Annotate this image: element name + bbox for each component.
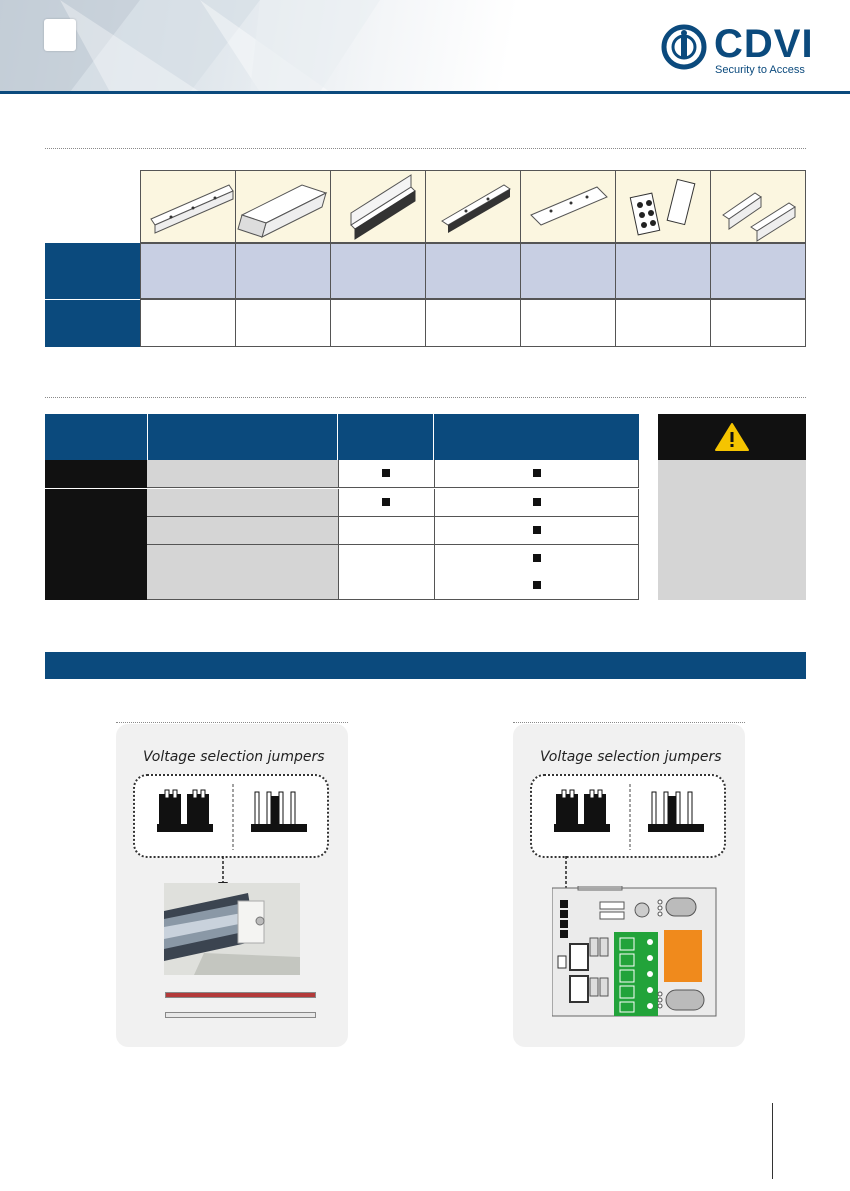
accessories-cell bbox=[330, 243, 426, 299]
accessories-cell bbox=[425, 299, 521, 347]
z-bracket-icon bbox=[236, 171, 330, 242]
table-row-header bbox=[45, 545, 147, 573]
red-wire bbox=[165, 992, 316, 998]
table-cell bbox=[147, 517, 338, 545]
header-rule bbox=[0, 91, 850, 94]
accessories-cell bbox=[710, 243, 806, 299]
mounting-plate-icon bbox=[426, 171, 520, 242]
section-divider bbox=[45, 148, 806, 149]
cdvi-logo-icon bbox=[660, 24, 708, 70]
table-header-cell bbox=[45, 414, 147, 460]
accessory-image bbox=[710, 170, 806, 243]
warning-body bbox=[658, 460, 806, 600]
section-title-bar bbox=[45, 652, 806, 679]
check-mark-icon bbox=[382, 498, 390, 506]
accessories-cell bbox=[520, 299, 616, 347]
lock-photo bbox=[164, 883, 300, 975]
white-wire bbox=[165, 1012, 316, 1018]
check-mark-icon bbox=[533, 498, 541, 506]
table-cell bbox=[338, 489, 434, 517]
panel-caption: Voltage selection jumpers bbox=[540, 749, 722, 765]
accessory-image bbox=[330, 170, 426, 243]
table-row-header bbox=[45, 489, 147, 517]
accessories-cell bbox=[235, 299, 331, 347]
jumper-selection-box bbox=[133, 774, 329, 858]
warning-header bbox=[658, 414, 806, 460]
table-cell bbox=[338, 517, 434, 545]
table-cell bbox=[147, 489, 338, 517]
jumper-selection-box bbox=[530, 774, 726, 858]
accessories-cell bbox=[520, 243, 616, 299]
jumper-diagram bbox=[532, 776, 724, 856]
table-cell bbox=[434, 460, 639, 488]
brand-wordmark: CDVI bbox=[714, 22, 814, 66]
check-mark-icon bbox=[533, 581, 541, 589]
table-cell bbox=[147, 460, 338, 488]
accessories-cell bbox=[235, 243, 331, 299]
accessories-cell bbox=[140, 243, 236, 299]
footer-rule bbox=[772, 1103, 773, 1179]
table-cell bbox=[147, 545, 338, 573]
accessories-cell bbox=[330, 299, 426, 347]
accessories-cell bbox=[710, 299, 806, 347]
accessories-cell bbox=[615, 243, 711, 299]
check-mark-icon bbox=[533, 526, 541, 534]
table-cell bbox=[338, 572, 434, 600]
accessory-image bbox=[615, 170, 711, 243]
u-bracket-icon bbox=[331, 171, 425, 242]
table-row-header bbox=[45, 460, 147, 488]
warning-triangle-icon bbox=[714, 422, 750, 452]
accessories-cell bbox=[615, 299, 711, 347]
table-cell bbox=[338, 545, 434, 573]
table-row-header bbox=[45, 572, 147, 600]
table-cell bbox=[434, 572, 639, 600]
jumper-diagram bbox=[135, 776, 327, 856]
compatibility-table bbox=[45, 414, 639, 600]
fixing-kit-icon bbox=[616, 171, 710, 242]
accessory-image bbox=[425, 170, 521, 243]
corner-brackets-icon bbox=[711, 171, 805, 242]
brand-tagline: Security to Access bbox=[715, 64, 805, 76]
table-cell bbox=[434, 489, 639, 517]
panel-divider bbox=[116, 722, 348, 723]
section-divider bbox=[45, 397, 806, 398]
check-mark-icon bbox=[533, 554, 541, 562]
table-cell bbox=[147, 572, 338, 600]
circuit-board bbox=[552, 886, 717, 1018]
l-bracket-icon bbox=[141, 171, 235, 242]
panel-divider bbox=[513, 722, 745, 723]
check-mark-icon bbox=[382, 469, 390, 477]
table-cell bbox=[434, 545, 639, 573]
table-header-cell bbox=[434, 414, 639, 460]
accessories-row-header bbox=[45, 243, 140, 299]
accessory-image bbox=[140, 170, 236, 243]
accessories-row-header bbox=[45, 299, 140, 347]
flat-plate-icon bbox=[521, 171, 615, 242]
circuit-board-diagram bbox=[552, 886, 717, 1018]
accessory-image bbox=[520, 170, 616, 243]
accessories-table bbox=[45, 170, 806, 347]
panel-caption: Voltage selection jumpers bbox=[143, 749, 325, 765]
accessories-cell bbox=[140, 299, 236, 347]
maglock-photo-icon bbox=[164, 883, 300, 975]
table-row-header bbox=[45, 517, 147, 545]
table-cell bbox=[338, 460, 434, 488]
page-number-box bbox=[44, 19, 76, 51]
accessory-image bbox=[235, 170, 331, 243]
table-header-cell bbox=[338, 414, 433, 460]
check-mark-icon bbox=[533, 469, 541, 477]
table-cell bbox=[434, 517, 639, 545]
table-header-cell bbox=[148, 414, 337, 460]
accessories-cell bbox=[425, 243, 521, 299]
